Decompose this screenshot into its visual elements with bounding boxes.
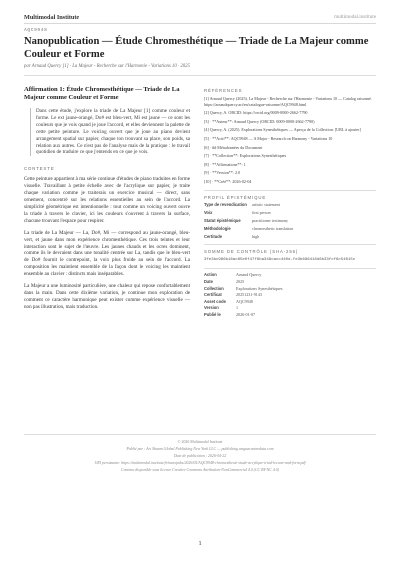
meta-key: Collection — [204, 285, 224, 291]
profile-row — [204, 218, 376, 223]
profile-value: first person — [252, 210, 271, 216]
reference-item: [9] · **Version**: 2.0 — [204, 170, 241, 176]
meta-row — [204, 292, 376, 297]
references-heading: RÉFÉRENCES — [204, 88, 243, 93]
metadata-table — [204, 272, 376, 317]
profile-key: Certitude — [204, 233, 222, 239]
reference-item: [3] · **Auteur**: Arnaud Quercy (ORCID: 0009-0000-2662-7790) — [204, 118, 315, 124]
profile-key: Type de revendication — [204, 202, 247, 208]
meta-row — [204, 312, 376, 317]
brand-name: Multimodal Institute — [24, 14, 80, 21]
profile-row — [204, 226, 376, 231]
profile-row — [204, 210, 376, 215]
sidebar — [204, 88, 376, 317]
footer-publisher[interactable]: Publié par : Art Shaam Global Publishing New York LLC — publishing.artguaranteedata.com — [126, 447, 274, 451]
meta-value: 1 — [236, 305, 239, 311]
reference-item[interactable]: [2] Quercy, A. ORCID: https://orcid.org/0009-0000-2662-7790 — [204, 110, 308, 116]
profile-value: high — [252, 233, 260, 239]
body-paragraph: La triade de La Majeur — La, Do#, Mi — correspond au jaune-orangé, bleu-vert, et jaune dans mon expérience chromesthétique. Ces trois teintes et leur interaction sont le sujet de l'œuvre. Les jaunes chauds et les ocres dominent, comme ils le devraient dans une tonalité centrée sur La, tandis que le bleu-vert de Do# fournit le contrepoint, la voix plus froide au sein de l'accord. La composition les maintient ensemble de la façon dont le voicing les maintient ensemble au clavier : distincts mais inséparables. — [24, 229, 190, 278]
meta-key: Certificat — [204, 292, 222, 298]
byline: par Arnaud Quercy [1] · La Majeur - Recherche sur l'Harmonie - Variations 10 · 2025 — [24, 64, 190, 69]
reference-item: [7] · **Collection**: Explorations Synesthétiques — [204, 153, 287, 159]
body-paragraph: Cette peinture appartient à ma série continue d'études de piano traduites en forme visuelle. Travaillant à petite échelle avec de l'acrylique sur papier, je traite chaque variation comme je traiterais un exercice musical — direct, sans ornement, concentré sur les relations essentielles au sein de l'accord. La simplicité géométrique est intentionnelle : tout comme un voicing ouvert ouvre la triade à travers le clavier, ici les couleurs s'ouvrent à travers la surface, chacune trouvant l'espace pour respirer. — [24, 176, 190, 224]
meta-row — [204, 272, 376, 277]
meta-row — [204, 286, 376, 291]
reference-item: [5] · **Actif**: AQC9948 — A Major - Research on Harmony - Variations 10 — [204, 135, 333, 141]
profile-row — [204, 202, 376, 207]
sidebar-divider — [204, 190, 376, 191]
top-bar — [24, 14, 376, 24]
reference-item: [4] Quercy, A. (2025). Explorations Synesthétiques — Aperçu de la Collection. [URL à ajouter] — [204, 127, 361, 133]
profile-value: artistic statement — [252, 202, 280, 208]
meta-row — [204, 305, 376, 310]
footer-copyright: © 2026 Multimodal Institute — [177, 440, 223, 444]
profile-key: Voix — [204, 210, 213, 216]
article-title: Affirmation 1: Étude Chromesthétique — Triade de La Majeur comme Couleur et Forme — [24, 86, 180, 101]
document-id: AQC9948 — [24, 28, 48, 33]
footer-license[interactable]: Contenu disponible sous licence Creative Commons Attribution-NonCommercial 4.0 (CC BY-NC 4.0) — [121, 468, 279, 472]
profile-key: Méthodologie — [204, 225, 231, 231]
meta-key: Publié le — [204, 311, 221, 317]
meta-key: Asset code — [204, 298, 226, 304]
meta-value: AQC9948 — [236, 298, 253, 304]
meta-key: Action — [204, 272, 217, 278]
header-divider — [24, 75, 376, 76]
profile-heading: PROFIL ÉPISTÉMIQUE — [204, 194, 267, 200]
main-column — [24, 86, 190, 311]
profile-key: Statut épistémique — [204, 217, 241, 223]
checksum-heading: SOMME DE CONTRÔLE (SHA-256) — [204, 248, 299, 254]
sidebar-divider — [204, 244, 376, 245]
meta-key: Version — [204, 305, 219, 311]
meta-value: Arnaud Quercy — [236, 272, 262, 278]
profile-row — [204, 234, 376, 239]
profile-value: practitioner testimony — [252, 217, 289, 223]
meta-row — [204, 299, 376, 304]
checksum-value: 3fe3bc986b16ac85e0f47f9ba348cacc440d-fe3b686418d6b33fcf6c54015c — [204, 257, 356, 262]
meta-key: Date — [204, 278, 213, 284]
page-footer — [24, 434, 376, 474]
meta-value: 2025 — [236, 278, 245, 284]
meta-value: 20251231-9143 — [236, 292, 262, 298]
reference-item: [6] · ## Métadonnées du Document — [204, 144, 263, 150]
reference-item: [8] · **Affirmations**: 1 — [204, 161, 246, 167]
meta-value: 2026-01-07 — [236, 311, 256, 317]
page-title: Nanopublication — Étude Chromesthétique — Triade de La Majeur comme Couleur et Forme — [24, 36, 369, 60]
claim-quote: Dans cette étude, j'explore la triade de La Majeur [1] comme couleur et forme. Le ext jaune-orangé, Do# est bleu-vert, Mi est jaune — ce sont les couleurs que je vois quand je joue l'accord, et elles deviennent la palette de cette petite peinture. Le voicing ouvert que je joue au piano devient arrangement spatial sur papier, chaque ton trouvant sa place, son poids, sa relation aux autres. Ce n'est pas de l'analyse mais de la pratique : le travail quotidien de traduire ce que j'entends en ce que je vois. — [30, 108, 190, 156]
context-heading: CONTEXTE — [24, 166, 55, 172]
footer-publication-date: Date de publication : 2026-04-22 — [173, 454, 227, 458]
meta-row — [204, 279, 376, 284]
footer-persistent-uri[interactable]: URI persistante: https://multimodal.institute/fr/nanopubs/2026/05/AQC9948-chromesthesie-etude-acrylique-triad-lecture-and-form.pdf — [94, 461, 306, 465]
body-paragraph: La Majeur a une luminosité particulière, une chaleur qui repose confortablement dans la main. Dans cette dixième variation, je continue mon exploration de comment ce caractère harmonique peut exister comme expérience visuelle — non pas illustration, mais traduction. — [24, 283, 190, 310]
brand-url[interactable]: multimodal.institute — [334, 14, 376, 20]
reference-item[interactable]: [1] Arnaud Quercy (2025). La Majeur - Recherche sur l'Harmonie - Variations 10 — Catalog raisonné. https://arnaudquercy.art/en/catalogue-raisonne/AQC9948.html — [204, 96, 372, 107]
sidebar-divider — [204, 268, 376, 269]
reference-item: [10] · **Créé**: 2026-02-04 — [204, 178, 252, 184]
page-number: 1 — [198, 540, 202, 547]
meta-value: Explorations Synesthétiques — [236, 285, 283, 291]
profile-value: chromesthetic translation — [252, 225, 294, 231]
